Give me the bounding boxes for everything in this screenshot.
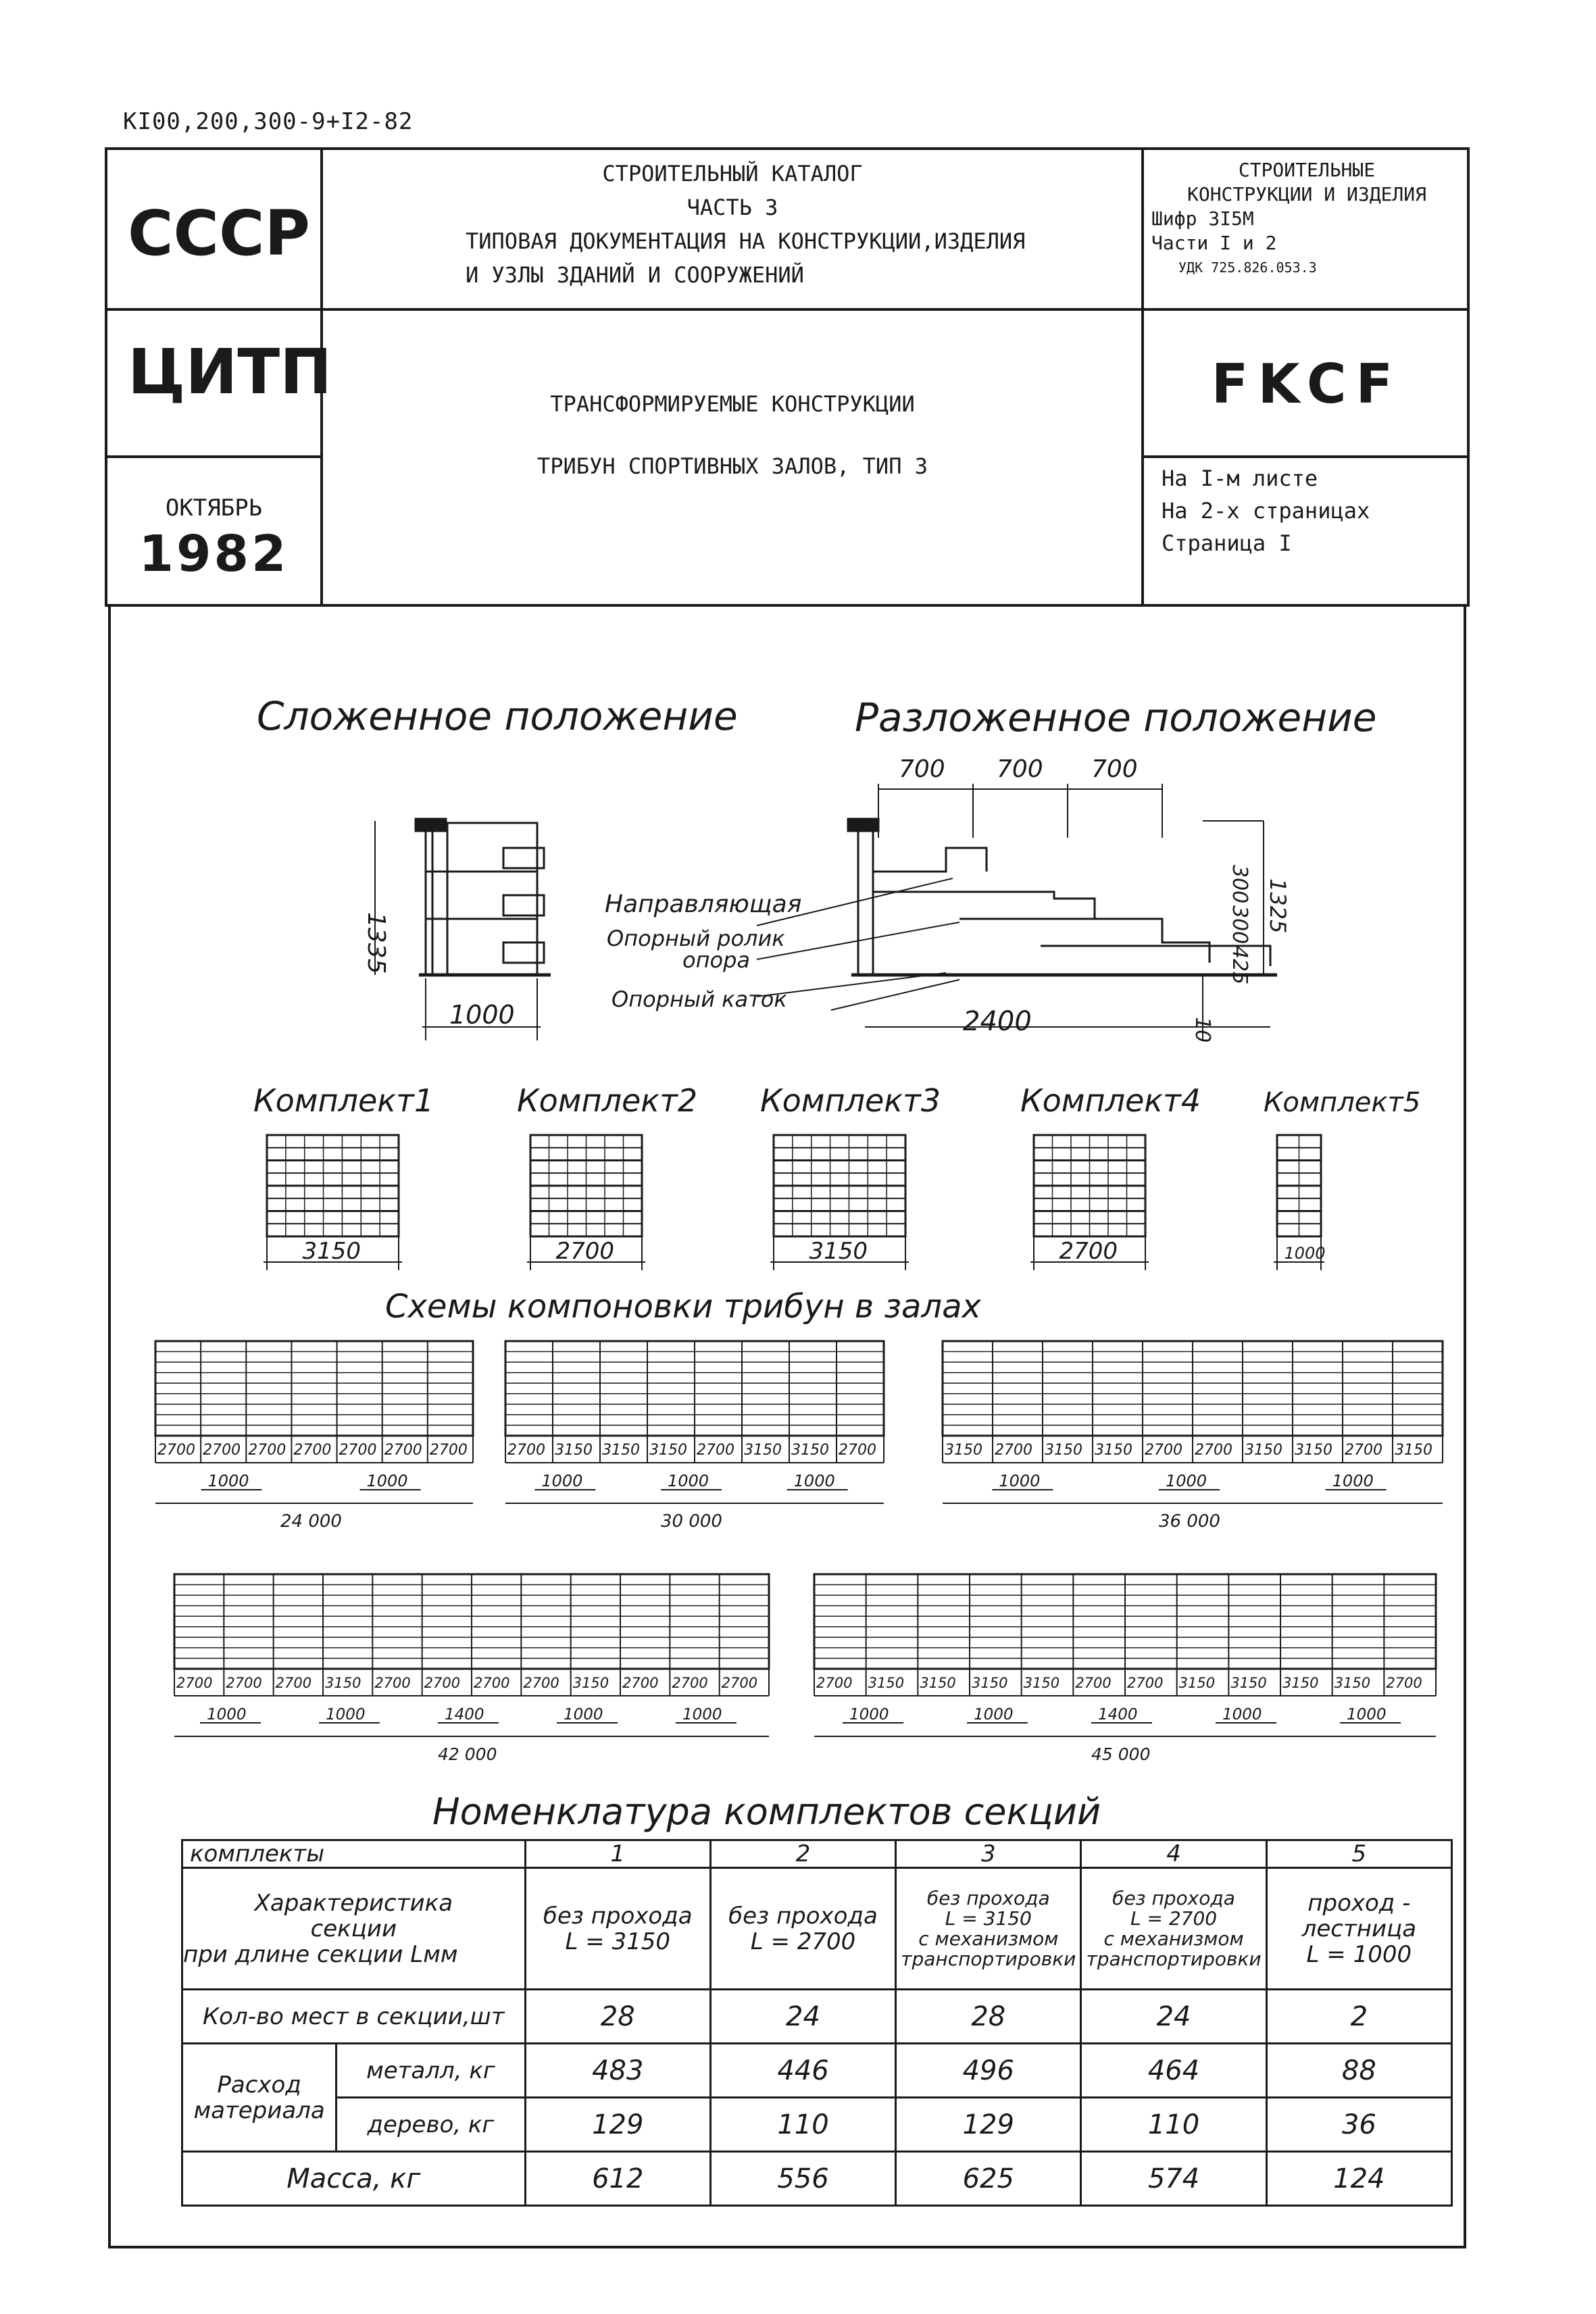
- layout-cell-dim: 3150: [744, 1442, 782, 1459]
- seats-cell: 24: [710, 1990, 895, 2044]
- metal-cell: 88: [1266, 2044, 1451, 2098]
- title-line: ТРАНСФОРМИРУЕМЫЕ КОНСТРУКЦИИ: [550, 391, 915, 417]
- wood-cell: 129: [525, 2098, 710, 2152]
- layout-total-dim: 30 000: [661, 1511, 722, 1532]
- char-cell: [525, 1868, 710, 1990]
- layout-cell-dim: 3150: [1178, 1675, 1216, 1691]
- sets-row: [253, 1082, 1420, 1270]
- row-label-wood: дерево, кг: [336, 2098, 525, 2152]
- layout-cell-dim: 3150: [1334, 1675, 1371, 1691]
- char-line: лестница: [1301, 1915, 1417, 1942]
- layout-scheme: [155, 1341, 473, 1532]
- wood-cell: 36: [1266, 2098, 1451, 2152]
- layout-gap-dim: 1000: [207, 1706, 247, 1724]
- layout-scheme: [505, 1341, 884, 1532]
- layout-gap-dim: 1000: [207, 1472, 249, 1490]
- layout-cell-dim: 3150: [1045, 1442, 1082, 1459]
- code-label: FKCF: [1211, 353, 1403, 416]
- layout-cell-dim: 2700: [816, 1675, 853, 1691]
- set-dim: 3150: [809, 1238, 868, 1265]
- char-cell: [896, 1868, 1081, 1990]
- label-line: Расход: [217, 2071, 301, 2098]
- set-dim: 2700: [1059, 1238, 1118, 1265]
- row-label-characteristic: [182, 1868, 526, 1990]
- document-code: КI00,200,300-9+I2-82: [123, 108, 414, 135]
- layout-gap-dim: 1000: [1332, 1472, 1374, 1490]
- layout-gap-dim: 1000: [1347, 1706, 1387, 1724]
- char-line: без прохода: [1112, 1886, 1235, 1909]
- col-header: 1: [525, 1840, 710, 1868]
- set-dim: 3150: [302, 1238, 361, 1265]
- layout-cell-dim: 3150: [555, 1442, 593, 1459]
- mass-cell: 556: [710, 2152, 895, 2206]
- layout-gap-dim: 1000: [682, 1706, 722, 1724]
- seats-cell: 2: [1266, 1990, 1451, 2044]
- layout-cell-dim: 3150: [791, 1442, 829, 1459]
- set-dim: 2700: [555, 1238, 615, 1265]
- callout-roller: Опорный ролик: [607, 926, 785, 951]
- layouts-title: Схемы компоновки трибун в залах: [385, 1288, 981, 1326]
- set-dim: 1000: [1284, 1244, 1326, 1263]
- layout-cell-dim: 3150: [1282, 1675, 1319, 1691]
- char-line: L = 3150: [565, 1928, 671, 1955]
- label-line: материала: [193, 2096, 325, 2124]
- step-dim: 10: [1191, 1017, 1214, 1043]
- title-line: ТРИБУН СПОРТИВНЫХ ЗАЛОВ, ТИП 3: [537, 453, 928, 479]
- catalog-line: ЧАСТЬ 3: [687, 195, 778, 220]
- layout-cell-dim: 3150: [1295, 1442, 1332, 1459]
- layout-cell-dim: 3150: [1245, 1442, 1282, 1459]
- layout-cell-dim: 3150: [602, 1442, 640, 1459]
- layout-cell-dim: 2700: [474, 1675, 510, 1691]
- layout-scheme: [943, 1341, 1443, 1532]
- layout-cell-dim: 2700: [995, 1442, 1032, 1459]
- char-line: L = 2700: [1130, 1907, 1218, 1930]
- set-item: [253, 1082, 434, 1270]
- layout-cell-dim: 3150: [920, 1675, 956, 1691]
- nomenclature-table: [181, 1839, 1453, 2207]
- char-line: L = 2700: [750, 1928, 856, 1955]
- layout-total-dim: 42 000: [438, 1744, 497, 1764]
- row-label-mass: Масса, кг: [182, 2152, 526, 2206]
- col-header: 4: [1081, 1840, 1266, 1868]
- layout-gap-dim: 1000: [1222, 1706, 1262, 1724]
- top-dim: 700: [899, 755, 945, 783]
- char-line: L = 3150: [945, 1907, 1032, 1930]
- seats-cell: 24: [1081, 1990, 1266, 2044]
- layout-cell-dim: 2700: [374, 1675, 411, 1691]
- metal-cell: 496: [896, 2044, 1081, 2098]
- set-label: Комплект5: [1264, 1087, 1421, 1118]
- callout-castor: Опорный каток: [612, 986, 787, 1012]
- layout-gap-dim: 1000: [366, 1472, 408, 1490]
- sheet-line: На 2-х страницах: [1162, 498, 1370, 524]
- cipher-line: Шифр 3I5М: [1151, 207, 1254, 230]
- row-label-metal: металл, кг: [336, 2044, 525, 2098]
- udc-line: УДК 725.826.053.3: [1178, 259, 1317, 276]
- label-line: при длине секции Lмм: [183, 1940, 458, 1968]
- layout-gap-dim: 1000: [974, 1706, 1014, 1724]
- layout-total-dim: 36 000: [1159, 1511, 1220, 1532]
- layout-gap-dim: 1000: [326, 1706, 366, 1724]
- layout-gap-dim: 1000: [999, 1472, 1041, 1490]
- set-item: [1020, 1082, 1201, 1270]
- layout-cell-dim: 2700: [176, 1675, 213, 1691]
- label-line: секции: [310, 1915, 397, 1942]
- layout-gap-dim: 1400: [1098, 1706, 1138, 1724]
- col-header: 5: [1266, 1840, 1451, 1868]
- layout-cell-dim: 3150: [945, 1442, 982, 1459]
- wood-cell: 129: [896, 2098, 1081, 2152]
- wood-cell: 110: [1081, 2098, 1266, 2152]
- col-header: 3: [896, 1840, 1081, 1868]
- layout-gap-dim: 1000: [793, 1472, 835, 1490]
- year-label: 1982: [139, 525, 289, 583]
- cipher-line: Части I и 2: [1151, 232, 1277, 254]
- set-label: Комплект4: [1020, 1082, 1201, 1119]
- char-line: L = 1000: [1306, 1940, 1412, 1968]
- layout-scheme: [814, 1574, 1436, 1764]
- row-label-seats: Кол-во мест в секции,шт: [182, 1990, 526, 2044]
- layout-schemes: [155, 1341, 1443, 1764]
- layout-total-dim: 24 000: [280, 1511, 342, 1532]
- table-header-label: комплекты: [182, 1840, 526, 1868]
- layout-cell-dim: 3150: [325, 1675, 361, 1691]
- layout-cell-dim: 2700: [622, 1675, 659, 1691]
- layout-cell-dim: 2700: [424, 1675, 461, 1691]
- catalog-line: И УЗЛЫ ЗДАНИЙ И СООРУЖЕНИЙ: [466, 262, 804, 288]
- mass-cell: 574: [1081, 2152, 1266, 2206]
- layout-cell-dim: 3150: [1230, 1675, 1267, 1691]
- callout-guide: Направляющая: [605, 890, 802, 918]
- layout-cell-dim: 2700: [157, 1442, 195, 1459]
- seats-cell: 28: [896, 1990, 1081, 2044]
- callout-support: опора: [682, 947, 750, 973]
- layout-cell-dim: 2700: [203, 1442, 241, 1459]
- set-item: [760, 1082, 941, 1270]
- set-item: [1264, 1087, 1420, 1270]
- month-label: ОКТЯБРЬ: [165, 495, 263, 522]
- wood-cell: 110: [710, 2098, 895, 2152]
- set-label: Комплект3: [760, 1082, 941, 1119]
- catalog-line: ТИПОВАЯ ДОКУМЕНТАЦИЯ НА КОНСТРУКЦИИ,ИЗДЕЛИЯ: [466, 228, 1026, 254]
- mass-cell: 124: [1266, 2152, 1451, 2206]
- layout-cell-dim: 2700: [1145, 1442, 1182, 1459]
- ussr-label: СССР: [128, 197, 310, 270]
- char-cell: [1081, 1868, 1266, 1990]
- folded-title: Сложенное положение: [257, 693, 738, 739]
- metal-cell: 483: [525, 2044, 710, 2098]
- layout-gap-dim: 1000: [564, 1706, 603, 1724]
- folded-width-dim: 1000: [449, 1000, 515, 1030]
- layout-scheme: [174, 1574, 769, 1764]
- step-dim: 300: [1228, 865, 1251, 904]
- sheet-line: Страница I: [1162, 530, 1292, 556]
- layout-cell-dim: 2700: [1345, 1442, 1382, 1459]
- cipher-line: КОНСТРУКЦИИ И ИЗДЕЛИЯ: [1187, 183, 1426, 205]
- char-line: без прохода: [728, 1902, 878, 1930]
- char-line: с механизмом транспортировки: [901, 1927, 1076, 1970]
- catalog-line: СТРОИТЕЛЬНЫЙ КАТАЛОГ: [602, 161, 863, 186]
- char-line: без прохода: [543, 1902, 693, 1930]
- seats-cell: 28: [525, 1990, 710, 2044]
- layout-gap-dim: 1400: [445, 1706, 484, 1724]
- char-cell: [710, 1868, 895, 1990]
- nomenclature-title: Номенклатура комплектов секций: [432, 1790, 1101, 1833]
- layout-cell-dim: 2700: [248, 1442, 286, 1459]
- layout-cell-dim: 3150: [649, 1442, 687, 1459]
- mass-cell: 612: [525, 2152, 710, 2206]
- layout-total-dim: 45 000: [1091, 1744, 1151, 1764]
- metal-cell: 464: [1081, 2044, 1266, 2098]
- unfolded-width-dim: 2400: [963, 1006, 1032, 1037]
- layout-cell-dim: 2700: [507, 1442, 545, 1459]
- layout-cell-dim: 2700: [1127, 1675, 1164, 1691]
- layout-cell-dim: 3150: [972, 1675, 1008, 1691]
- layout-gap-dim: 1000: [849, 1706, 889, 1724]
- layout-cell-dim: 3150: [1395, 1442, 1432, 1459]
- set-item: [517, 1082, 697, 1270]
- layout-cell-dim: 2700: [1386, 1675, 1422, 1691]
- set-label: Комплект1: [253, 1082, 434, 1119]
- layout-gap-dim: 1000: [541, 1472, 583, 1490]
- layout-cell-dim: 3150: [1023, 1675, 1060, 1691]
- char-line: проход -: [1307, 1889, 1411, 1917]
- row-label-material: [182, 2044, 336, 2152]
- label-line: Характеристика: [254, 1889, 453, 1917]
- folded-height-dim: 1335: [362, 912, 390, 974]
- char-line: с механизмом транспортировки: [1086, 1927, 1262, 1970]
- step-dim: 300: [1228, 905, 1251, 945]
- set-label: Комплект2: [517, 1082, 698, 1119]
- layout-cell-dim: 2700: [226, 1675, 262, 1691]
- col-header: 2: [710, 1840, 895, 1868]
- mass-cell: 625: [896, 2152, 1081, 2206]
- layout-cell-dim: 2700: [1195, 1442, 1232, 1459]
- layout-cell-dim: 3150: [1095, 1442, 1132, 1459]
- layout-cell-dim: 2700: [339, 1442, 377, 1459]
- layout-gap-dim: 1000: [668, 1472, 709, 1490]
- char-line: без прохода: [926, 1886, 1050, 1909]
- citp-label: ЦИТП: [128, 336, 332, 408]
- step-dim: 425: [1228, 946, 1251, 985]
- top-dim: 700: [997, 755, 1043, 783]
- layout-cell-dim: 2700: [1075, 1675, 1112, 1691]
- layout-cell-dim: 2700: [839, 1442, 876, 1459]
- unfolded-tribune-drawing: [757, 784, 1277, 1043]
- layout-cell-dim: 2700: [275, 1675, 312, 1691]
- layout-cell-dim: 3150: [868, 1675, 905, 1691]
- char-cell: [1266, 1868, 1451, 1990]
- layout-cell-dim: 2700: [523, 1675, 559, 1691]
- layout-cell-dim: 2700: [293, 1442, 332, 1459]
- top-dim: 700: [1091, 755, 1138, 783]
- sheet-line: На I-м листе: [1162, 466, 1318, 491]
- layout-cell-dim: 2700: [721, 1675, 758, 1691]
- layout-cell-dim: 2700: [429, 1442, 468, 1459]
- layout-cell-dim: 3150: [572, 1675, 609, 1691]
- cipher-line: СТРОИТЕЛЬНЫЕ: [1238, 159, 1376, 181]
- unfolded-title: Разложенное положение: [855, 695, 1377, 740]
- total-height-dim: 1325: [1265, 878, 1291, 934]
- layout-cell-dim: 2700: [697, 1442, 734, 1459]
- layout-gap-dim: 1000: [1166, 1472, 1207, 1490]
- layout-cell-dim: 2700: [384, 1442, 422, 1459]
- metal-cell: 446: [710, 2044, 895, 2098]
- layout-cell-dim: 2700: [672, 1675, 708, 1691]
